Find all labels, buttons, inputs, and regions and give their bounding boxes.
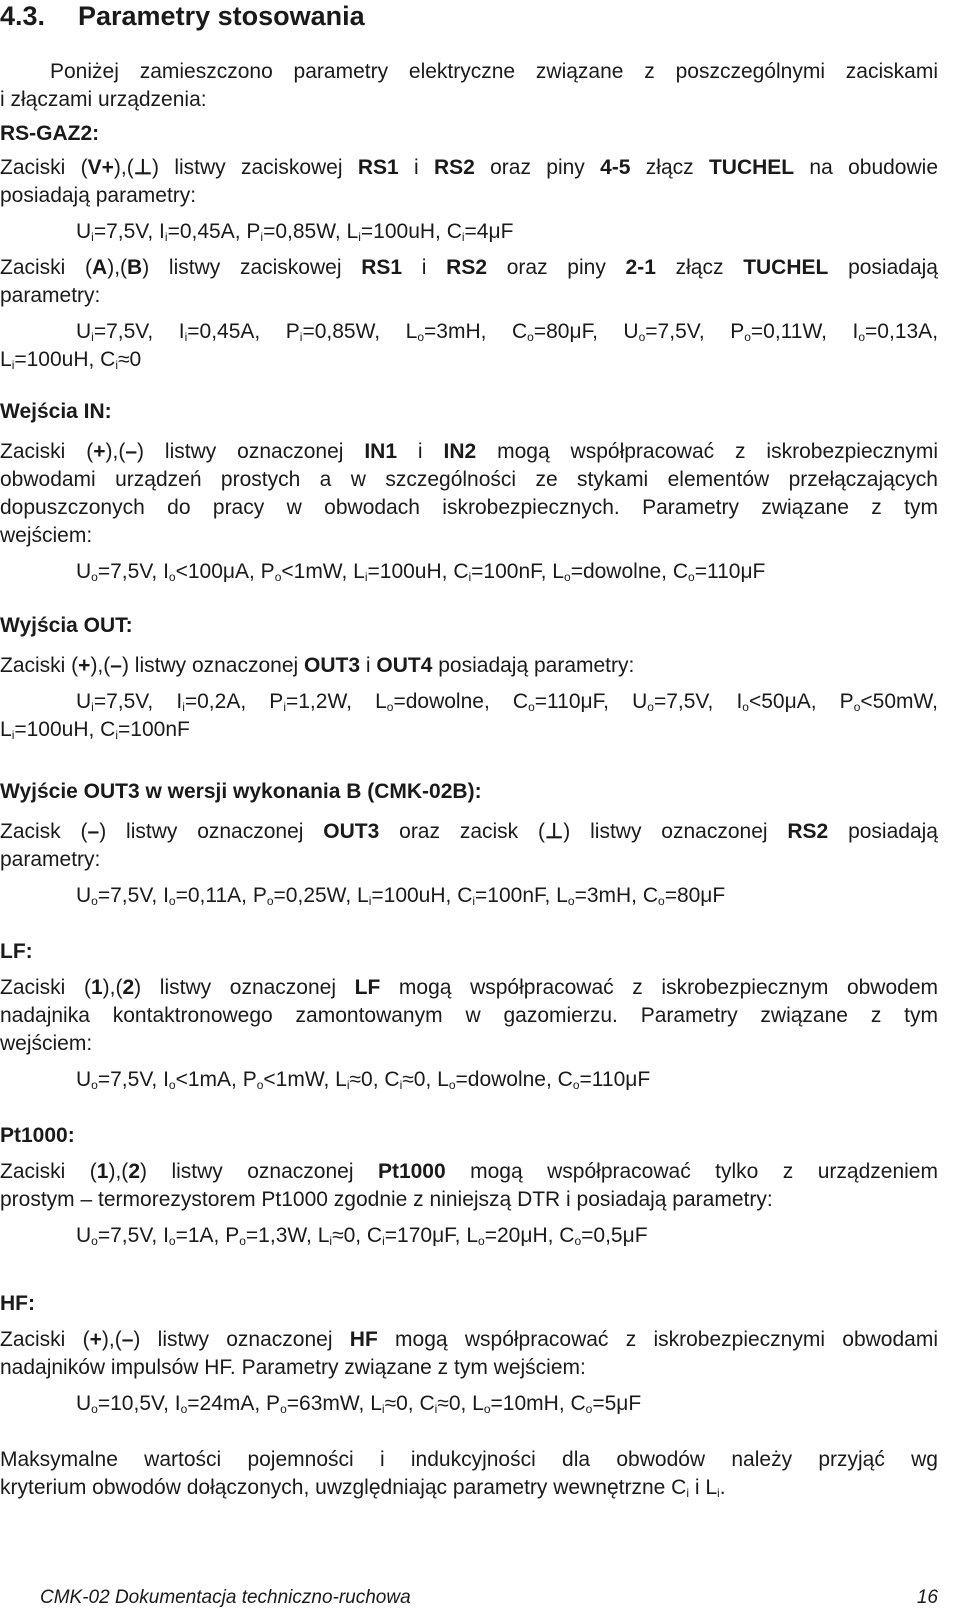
section-number: 4.3.: [0, 1, 46, 31]
hf-params: $U_o=10,5V$, $I_o=24mA$, $P_o=63mW$, $L_i\approx 0$, $C_i\approx 0$, $L_o=10mH$, $C_o=5\mu F$: [76, 1392, 642, 1416]
hf-line-1: Zaciski (+),(–) listwy oznaczonej HF mogą współpracować z iskrobezpiecznymi obwodami: [0, 1328, 938, 1351]
lf-params: $U_o=7,5V$, $I_o<1mA$, $P_o<1mW$, $L_i\approx 0$, $C_i\approx 0$, $L_o=dowolne$, $C_o=110\mu F$: [76, 1068, 651, 1092]
closing-line-1: Maksymalne wartości pojemności i indukcyjności dla obwodów należy przyjąć wg: [0, 1448, 938, 1471]
out3-b-line-2: parametry:: [0, 848, 101, 871]
outputs-out-params-line-2: $L_i=100uH$, $C_i=100nF$: [0, 718, 190, 742]
inputs-in-heading: Wejścia IN:: [0, 400, 112, 423]
out3-b-line-1: Zacisk (–) listwy oznaczonej OUT3 oraz zacisk (⊥) listwy oznaczonej RS2 posiadają: [0, 820, 938, 843]
rs-gaz2-p2-line-2: parametry:: [0, 284, 101, 307]
lf-heading: LF:: [0, 940, 33, 963]
page-footer: [40, 1586, 938, 1610]
closing-line-2: kryterium obwodów dołączonych, uwzględniając parametry wewnętrzne $C_i$ i $L_i$.: [0, 1476, 726, 1500]
outputs-out-params-line-1: $U_i=7,5V$, $I_i=0,2A$, $P_i=1,2W$, $L_o=dowolne$, $C_o=110\mu F$, $U_o=7,5V$, $I_o<50\mu A$, $P_o<50mW$,: [76, 690, 938, 714]
section-title: Parametry stosowania: [78, 1, 365, 31]
inputs-in-line-3: dopuszczonych do pracy w obwodach iskrobezpiecznych. Parametry związane z tym: [0, 496, 938, 519]
outputs-out-line-1: Zaciski (+),(–) listwy oznaczonej OUT3 i OUT4 posiadają parametry:: [0, 654, 635, 677]
section-heading: [0, 0, 938, 32]
out3-b-heading: Wyjście OUT3 w wersji wykonania B (CMK-02B):: [0, 780, 482, 803]
inputs-in-params: $U_o=7,5V$, $I_o<100\mu A$, $P_o<1mW$, $L_i=100uH$, $C_i=100nF$, $L_o=dowolne$, $C_o=110\mu F$: [76, 560, 766, 584]
pt1000-line-1: Zaciski (1),(2) listwy oznaczonej Pt1000 mogą współpracować tylko z urządzeniem: [0, 1160, 938, 1183]
inputs-in-line-1: Zaciski (+),(–) listwy oznaczonej IN1 i IN2 mogą współpracować z iskrobezpiecznymi: [0, 440, 938, 463]
intro-line-1: Poniżej zamieszczono parametry elektryczne związane z poszczególnymi zaciskami: [50, 60, 938, 83]
page-number: 16: [916, 1587, 938, 1608]
rs-gaz2-p1-line-2: posiadają parametry:: [0, 184, 197, 207]
rs-gaz2-params-2-line-2: $L_i=100uH$, $C_i\approx 0$: [0, 348, 142, 372]
intro-line-2: i złączami urządzenia:: [0, 88, 207, 111]
lf-line-1: Zaciski (1),(2) listwy oznaczonej LF mogą współpracować z iskrobezpiecznym obwodem: [0, 976, 938, 999]
lf-line-3: wejściem:: [0, 1032, 93, 1055]
out3-b-params: $U_o=7,5V$, $I_o=0,11A$, $P_o=0,25W$, $L_i=100uH$, $C_i=100nF$, $L_o=3mH$, $C_o=80\mu F$: [76, 884, 726, 908]
lf-line-2: nadajnika kontaktronowego zamontowanym w gazomierzu. Parametry związane z tym: [0, 1004, 938, 1027]
hf-heading: HF:: [0, 1292, 35, 1315]
footer-title: CMK-02 Dokumentacja techniczno-ruchowa: [40, 1587, 411, 1608]
rs-gaz2-p2-line-1: Zaciski (A),(B) listwy zaciskowej RS1 i RS2 oraz piny 2-1 złącz TUCHEL posiadają: [0, 256, 938, 279]
inputs-in-line-2: obwodami urządzeń prostych a w szczególności ze stykami elementów przełączających: [0, 468, 938, 491]
inputs-in-line-4: wejściem:: [0, 524, 93, 547]
pt1000-params: $U_o=7,5V$, $I_o=1A$, $P_o=1,3W$, $L_i\approx 0$, $C_i=170\mu F$, $L_o=20\mu H$, $C_o=0,5\mu F$: [76, 1224, 648, 1248]
pt1000-heading: Pt1000:: [0, 1124, 75, 1147]
rs-gaz2-params-1: $U_i=7,5V$, $I_i=0,45A$, $P_i=0,85W$, $L_i=100uH$, $C_i=4\mu F$: [76, 220, 514, 244]
rs-gaz2-heading: RS-GAZ2:: [0, 122, 100, 145]
outputs-out-heading: Wyjścia OUT:: [0, 614, 133, 637]
hf-line-2: nadajników impulsów HF. Parametry związane z tym wejściem:: [0, 1356, 586, 1379]
rs-gaz2-p1-line-1: Zaciski (V+),(⊥) listwy zaciskowej RS1 i RS2 oraz piny 4-5 złącz TUCHEL na obudowie: [0, 156, 938, 179]
rs-gaz2-params-2-line-1: $U_i=7,5V$, $I_i=0,45A$, $P_i=0,85W$, $L_o=3mH$, $C_o=80\mu F$, $U_o=7,5V$, $P_o=0,11W$, $I_o=0,13A$,: [76, 320, 938, 344]
pt1000-line-2: prostym – termorezystorem Pt1000 zgodnie z niniejszą DTR i posiadają parametry:: [0, 1188, 773, 1211]
